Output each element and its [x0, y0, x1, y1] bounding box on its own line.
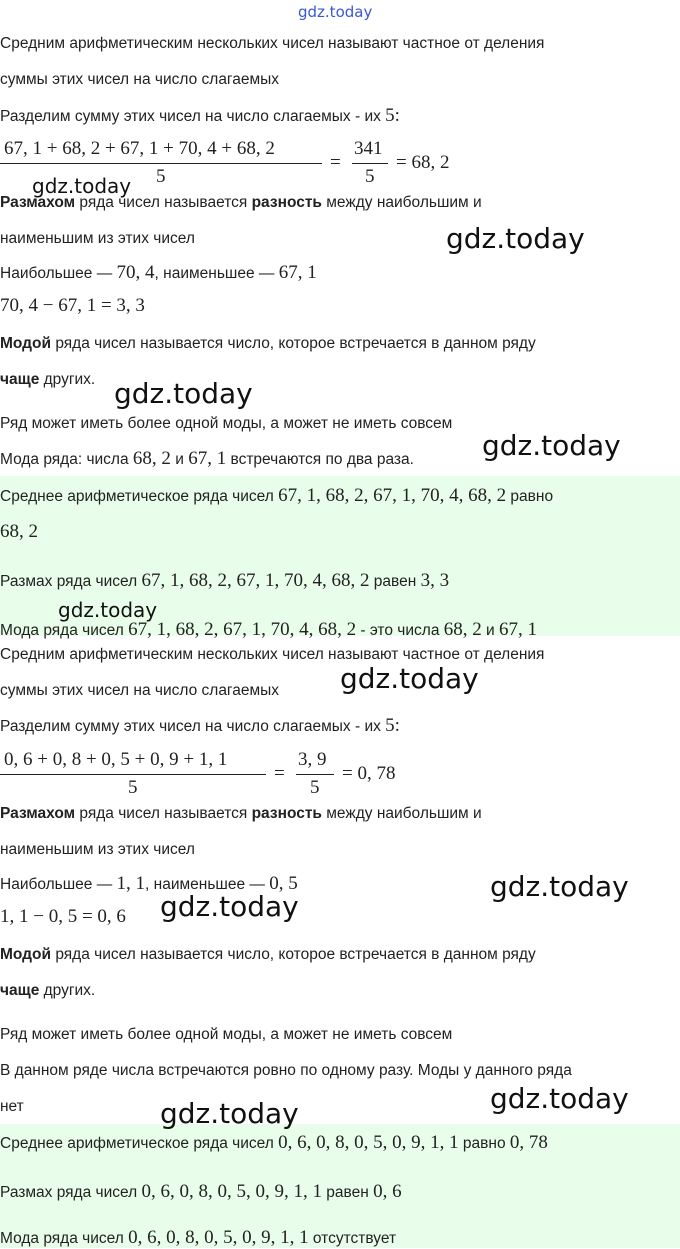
watermark: gdz.today: [160, 1097, 299, 1130]
formula-result: = 68, 2: [396, 152, 450, 173]
watermark-logo: gdz.today: [298, 3, 373, 21]
fraction-bar: [0, 774, 266, 775]
formula-numerator-2: 3, 9: [298, 749, 327, 770]
watermark: gdz.today: [32, 174, 132, 198]
fraction-bar: [0, 163, 322, 164]
mean-formula-part2: 0, 6 + 0, 8 + 0, 5 + 0, 9 + 1, 1 5 = 3, 9 5 = 0, 78: [0, 749, 420, 799]
answer-mean-value: 68, 2: [0, 521, 38, 542]
range-definition-line-2-part2: наименьшим из этих чисел: [0, 841, 195, 858]
formula-denominator-2: 5: [310, 777, 320, 798]
mean-definition-line-2: суммы этих чисел на число слагаемых: [0, 71, 280, 88]
max-min-line-part2: Наибольшее — 1, 1, наименьшее — 0, 5: [0, 873, 298, 894]
formula-result: = 0, 78: [342, 763, 396, 784]
range-calculation: 70, 4 − 67, 1 = 3, 3: [0, 295, 145, 316]
mean-definition-line-1-part2: Средним арифметическим нескольких чисел называют частное от деления: [0, 646, 545, 663]
watermark: gdz.today: [160, 890, 299, 923]
answer-range-line-part2: Размах ряда чисел 0, 6, 0, 8, 0, 5, 0, 9, 1, 1 равен 0, 6: [0, 1181, 402, 1202]
formula-denominator: 5: [128, 777, 138, 798]
fraction-bar-2: [296, 774, 334, 775]
watermark: gdz.today: [114, 377, 253, 410]
fraction-bar-2: [352, 163, 388, 164]
watermark: gdz.today: [340, 662, 479, 695]
range-calculation-part2: 1, 1 − 0, 5 = 0, 6: [0, 906, 126, 927]
watermark: gdz.today: [446, 222, 585, 255]
answer-mode-line-part2: Мода ряда чисел 0, 6, 0, 8, 0, 5, 0, 9, 1, 1 отсутствует: [0, 1227, 397, 1248]
no-mode-line-1: В данном ряде числа встречаются ровно по одному разу. Моды у данного ряда: [0, 1062, 572, 1079]
mean-definition-line-1: Средним арифметическим нескольких чисел называют частное от деления: [0, 35, 545, 52]
answer-range-line: Размах ряда чисел 67, 1, 68, 2, 67, 1, 70, 4, 68, 2 равен 3, 3: [0, 570, 450, 591]
mode-definition-line-1-part2: Модой ряда чисел называется число, которое встречается в данном ряду: [0, 946, 536, 963]
range-definition-line-1: Размахом ряда чисел называется разность между наибольшим и: [0, 194, 482, 211]
formula-denominator-2: 5: [365, 166, 375, 187]
formula-numerator: 67, 1 + 68, 2 + 67, 1 + 70, 4 + 68, 2: [4, 138, 275, 159]
answer-mean-line-part2: Среднее арифметическое ряда чисел 0, 6, 0, 8, 0, 5, 0, 9, 1, 1 равно 0, 78: [0, 1132, 548, 1153]
mode-note-part2: Ряд может иметь более одной моды, а может не иметь совсем: [0, 1026, 453, 1043]
mode-definition-line-1: Модой ряда чисел называется число, которое встречается в данном ряду: [0, 335, 536, 352]
answer-mean-line-1: Среднее арифметическое ряда чисел 67, 1, 68, 2, 67, 1, 70, 4, 68, 2 равно: [0, 485, 554, 506]
formula-numerator: 0, 6 + 0, 8 + 0, 5 + 0, 9 + 1, 1: [4, 749, 228, 770]
max-min-line: Наибольшее — 70, 4, наименьшее — 67, 1: [0, 262, 317, 283]
watermark: gdz.today: [58, 598, 158, 622]
mode-definition-line-2: чаще других.: [0, 371, 96, 388]
mode-series-line: Мода ряда: числа 68, 2 и 67, 1 встречаются по два раза.: [0, 448, 414, 469]
watermark: gdz.today: [490, 1082, 629, 1115]
no-mode-line-2: нет: [0, 1098, 24, 1115]
mode-definition-line-2-part2: чаще других.: [0, 982, 96, 999]
mean-definition-line-2-part2: суммы этих чисел на число слагаемых: [0, 682, 280, 699]
range-definition-line-2: наименьшим из этих чисел: [0, 230, 195, 247]
formula-numerator-2: 341: [354, 138, 383, 159]
divide-instruction: Разделим сумму этих чисел на число слагаемых - их 5:: [0, 105, 400, 126]
divide-instruction-part2: Разделим сумму этих чисел на число слагаемых - их 5:: [0, 715, 400, 736]
range-definition-line-1-part2: Размахом ряда чисел называется разность между наибольшим и: [0, 805, 482, 822]
mode-note: Ряд может иметь более одной моды, а может не иметь совсем: [0, 415, 453, 432]
formula-denominator: 5: [156, 166, 166, 187]
answer-mode-line: Мода ряда чисел 67, 1, 68, 2, 67, 1, 70, 4, 68, 2 - это числа 68, 2 и 67, 1: [0, 619, 538, 640]
mean-formula: 67, 1 + 68, 2 + 67, 1 + 70, 4 + 68, 2 5 = 341 5 = 68, 2: [0, 138, 470, 188]
watermark: gdz.today: [482, 429, 621, 462]
watermark: gdz.today: [490, 870, 629, 903]
